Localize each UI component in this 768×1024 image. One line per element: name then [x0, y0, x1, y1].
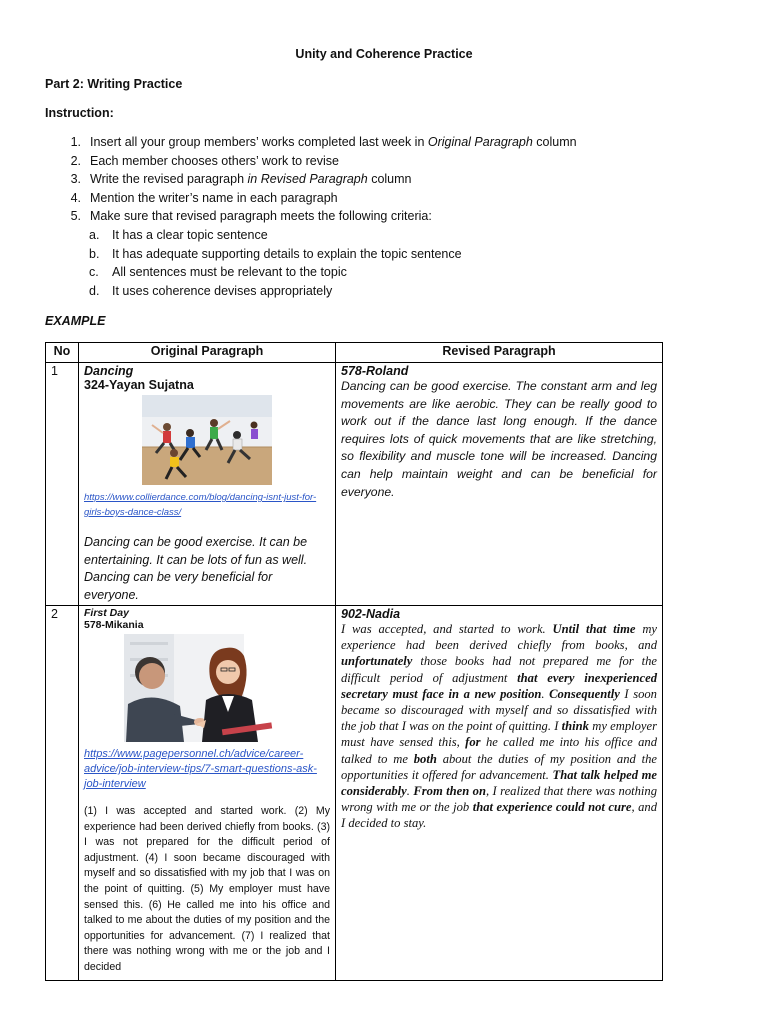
- header-original: Original Paragraph: [79, 343, 336, 363]
- writer-name: 324-Yayan Sujatna: [84, 378, 194, 392]
- coherence-device: From then on: [413, 784, 486, 799]
- revised-cell: [336, 363, 663, 606]
- reviser-name: 902-Nadia: [341, 607, 401, 621]
- interview-photo: [124, 634, 287, 742]
- instruction-text: Make sure that revised paragraph meets the following criteria:: [90, 209, 432, 224]
- coherence-device: that experience could not cure: [472, 800, 632, 815]
- table-row: [46, 363, 663, 606]
- criteria-item: [45, 263, 725, 282]
- list-letter: b.: [89, 246, 100, 261]
- instruction-text: Insert all your group members’ works completed last week in Original Paragraph column: [90, 135, 577, 149]
- criteria-text: All sentences must be relevant to the topic: [112, 265, 347, 280]
- instruction-item: [45, 133, 725, 152]
- coherence-device: Consequently: [549, 686, 620, 701]
- list-number: 3.: [70, 172, 81, 187]
- paragraph-title: Dancing: [84, 364, 134, 378]
- reviser-name: 578-Roland: [341, 364, 409, 378]
- coherence-device: both: [413, 751, 437, 766]
- text-segment: those books had not prepared me for the difficult period of adjustment: [341, 654, 657, 685]
- table-header-row: [46, 343, 663, 363]
- text-segment: he called me into his office and talked to me: [341, 735, 658, 766]
- source-link[interactable]: https://www.collierdance.com/blog/dancing-isnt-just-for-girls-boys-dance-class/: [84, 492, 317, 518]
- criteria-item: [45, 282, 725, 301]
- list-number: 4.: [70, 190, 81, 205]
- list-letter: c.: [89, 265, 99, 280]
- criteria-text: It has adequate supporting details to explain the topic sentence: [112, 246, 462, 261]
- instruction-item: [45, 170, 725, 189]
- original-paragraph-text: (1) I was accepted and started work. (2) My experience had been derived chiefly from books. (3) I was not prepared for the difficult period of adjustment. (4) I soon became discouraged with myself and so dissatisfied with my job that I was on the point of quitting. (5) My employer must have sensed this. (6) He called me into his office and talked to me about the duties of my position and the opportunities for advancement. (7) I realized that there was nothing wrong with me or the job and I decided: [84, 805, 330, 973]
- header-revised: Revised Paragraph: [336, 343, 663, 363]
- revised-cell: [336, 606, 663, 981]
- coherence-device: That talk helped me considerably: [341, 767, 657, 799]
- instruction-text: Each member chooses others’ work to revise: [90, 153, 339, 168]
- text-segment: I was accepted, and started to work.: [341, 622, 553, 636]
- text-segment: , I realized that there was nothing wrong with me or the job: [341, 784, 658, 815]
- coherence-device: think: [561, 719, 589, 734]
- row-number: 2: [46, 606, 79, 981]
- coherence-device: that every inexperienced secretary must face in a new position: [341, 670, 657, 701]
- coherence-device: Until that time: [552, 622, 636, 636]
- criteria-item: [45, 226, 725, 245]
- writer-name: 578-Mikania: [84, 619, 144, 631]
- coherence-device: unfortunately: [341, 654, 413, 669]
- criteria-text: It uses coherence devises appropriately: [112, 283, 333, 298]
- revised-paragraph-text: Dancing can be good exercise. The constant arm and leg movements are like aerobic. They can be really good to work out if the dance last long enough. If the dance requires lots of quick movements that are like stretching, so flexibility and muscle tone will be increased. Dancing can help maintain weight and can be beneficial for everyone.: [341, 379, 657, 499]
- instruction-item: [45, 207, 725, 226]
- instruction-text: Write the revised paragraph in Revised Paragraph column: [90, 172, 412, 187]
- instruction-item: [45, 152, 725, 171]
- instruction-list: [45, 133, 725, 300]
- instruction-text: Mention the writer’s name in each paragraph: [90, 190, 338, 205]
- text-segment: I soon became so discouraged with myself and so dissatisfied with the job that I was on the point of quitting. I: [341, 686, 657, 734]
- paragraph-title: First Day: [84, 607, 129, 619]
- example-label: EXAMPLE: [45, 314, 106, 328]
- table-row: [46, 606, 663, 981]
- original-paragraph-text: Dancing can be good exercise. It can be entertaining. It can be lots of fun as well. Dancing can be very beneficial for everyone.: [84, 535, 308, 602]
- list-letter: a.: [89, 227, 100, 242]
- page-title: Unity and Coherence Practice: [295, 47, 473, 61]
- original-cell: [79, 606, 336, 981]
- original-cell: [79, 363, 336, 606]
- coherence-device: for: [465, 735, 481, 750]
- criteria-text: It has a clear topic sentence: [112, 227, 268, 242]
- list-number: 2.: [70, 153, 81, 168]
- instruction-title: Instruction:: [45, 106, 114, 120]
- row-number: 1: [46, 363, 79, 606]
- text-segment: .: [541, 686, 550, 701]
- dancing-photo: [142, 395, 272, 485]
- instruction-item: [45, 189, 725, 208]
- revised-paragraph-text: [341, 621, 657, 832]
- text-segment: , and I decided to stay.: [341, 800, 657, 831]
- criteria-item: [45, 245, 725, 264]
- text-segment: about the duties of my position and the opportunities it offered for advancement.: [341, 751, 657, 782]
- source-link[interactable]: https://www.pagepersonnel.ch/advice/career-advice/job-interview-tips/7-smart-questions-ask-job-interview: [84, 748, 317, 790]
- text-segment: my experience had been derived chiefly from books, and: [341, 622, 658, 653]
- header-no: No: [46, 343, 79, 363]
- text-segment: my employer must have sensed this,: [341, 719, 658, 750]
- list-number: 1.: [70, 135, 81, 149]
- part-title: Part 2: Writing Practice: [45, 77, 183, 91]
- text-segment: .: [406, 784, 414, 799]
- list-number: 5.: [70, 209, 81, 224]
- list-letter: d.: [89, 283, 100, 298]
- paragraph-table: [45, 342, 663, 981]
